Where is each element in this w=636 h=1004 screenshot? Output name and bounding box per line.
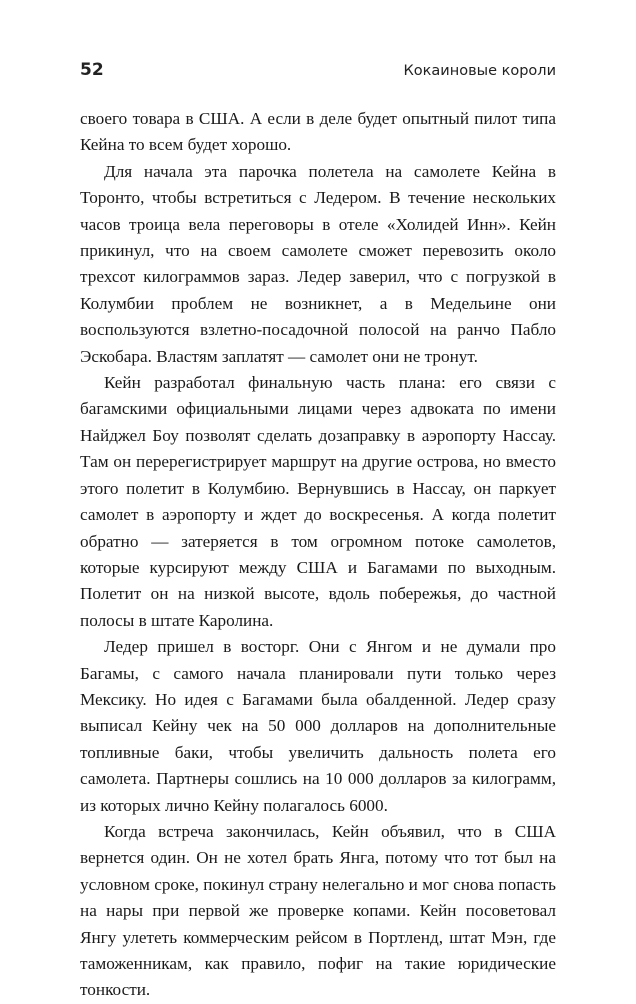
paragraph-5: Когда встреча закончилась, Кейн объявил, что в США вернется один. Он не хотел брать Янга, потому что тот был на условном сроке, покинул страну нелегально и мог снова попасть на нары при первой же проверке копами. Кейн посоветовал Янгу улететь коммерческим рейсом в Портленд, штат Мэн, где таможенникам, как правило, пофиг на такие юридические тонкости. [80,821,556,1000]
running-title: Кокаиновые короли [403,63,556,79]
paragraph-3: Кейн разработал финальную часть плана: его связи с багамскими официальными лицами через адвоката по имени Найджел Боу позволят сделать дозаправку в аэропорту Нассау. Там он перерегистрирует маршрут на другие острова, но вместо этого полетит в Колумбию. Вернувшись в Нассау, он паркует самолет в аэропорту и ждет до воскресенья. А когда полетит обратно — затеряется в том огромном потоке самолетов, которые курсируют между США и Багамами по выходным. Полетит он на низкой высоте, вдоль побережья, до частной полосы в штате Каролина. [80,373,556,630]
body-text [80,106,556,1004]
page-number: 52 [80,60,104,80]
page-header [80,60,556,86]
paragraph-4: Ледер пришел в восторг. Они с Янгом и не думали про Багамы, с самого начала планировали пути только через Мексику. Но идея с Багамами была обалденной. Ледер сразу выписал Кейну чек на 50 000 долларов на дополнительные топливные баки, чтобы увеличить дальность полета его самолета. Партнеры сошлись на 10 000 долларов за килограмм, из которых лично Кейну полагалось 6000. [80,637,556,815]
paragraph-1: своего товара в США. А если в деле будет опытный пилот типа Кейна то всем будет хорошо. [80,109,556,155]
paragraph-2: Для начала эта парочка полетела на самолете Кейна в Торонто, чтобы встретиться с Ледером. В течение нескольких часов троица вела переговоры в отеле «Холидей Инн». Кейн прикинул, что на своем самолете сможет перевозить около трехсот килограммов зараз. Ледер заверил, что с погрузкой в Колумбии проблем не возникнет, а в Медельине они воспользуются взлетно-посадочной полосой на ранчо Пабло Эскобара. Властям заплатят — самолет они не тронут. [80,161,556,366]
